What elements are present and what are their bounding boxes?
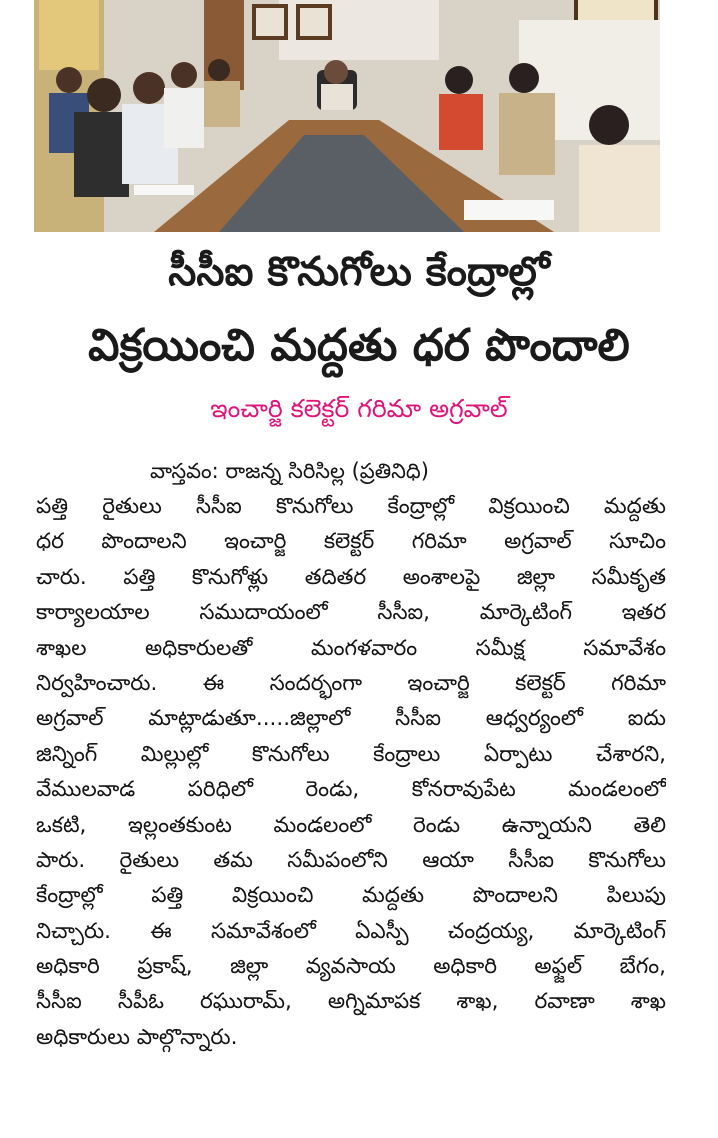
body-line: అగ్రవాల్ మాట్లాడుతూ.....జిల్లాలో సీసీఐ ఆధ్వర్యంలో ఐదు — [36, 706, 666, 732]
headline-line-2: విక్రయించి మద్దతు ధర పొందాలి — [88, 320, 630, 371]
body-line: కార్యాలయాల సముదాయంలో సీసీఐ, మార్కెటింగ్ ఇతర — [36, 600, 666, 626]
body-line: శాఖల అధికారులతో మంగళవారం సమీక్ష సమావేశం — [36, 635, 666, 661]
body-line: జిన్నింగ్ మిల్లుల్లో కొనుగోలు కేంద్రాలు ఏర్పాటు చేశారని, — [36, 741, 666, 767]
body-line: చారు. పత్తి కొనుగోళ్లు తదితర అంశాలపై జిల్లా సమీకృత — [36, 564, 666, 590]
dateline: వాస్తవం: రాజన్న సిరిసిల్ల (ప్రతినిధి) — [150, 459, 429, 483]
body-line: పారు. రైతులు తమ సమీపంలోని ఆయా సీసీఐ కొనుగోలు — [36, 847, 666, 873]
body-line: అధికారి ప్రకాష్, జిల్లా వ్యవసాయ అధికారి అఫ్జల్ బేగం, — [36, 954, 666, 980]
body-line: అధికారులు పాల్గొన్నారు. — [36, 1024, 238, 1050]
article-body — [36, 489, 666, 1055]
body-line: నిచ్చారు. ఈ సమావేశంలో ఏఎస్పీ చంద్రయ్య, మార్కెటింగ్ — [36, 918, 666, 944]
meeting-illustration — [34, 0, 660, 232]
headline-line-1: సీసీఐ కొనుగోలు కేంద్రాల్లో — [168, 249, 550, 295]
body-line: ధర పొందాలని ఇంచార్జి కలెక్టర్ గరిమా అగ్రవాల్ సూచిం — [36, 529, 666, 555]
body-line: ఒకటి, ఇల్లంతకుంట మండలంలో రెండు ఉన్నాయని తెలి — [36, 812, 666, 838]
body-line: సీసీఐ సీపీఓ రఘురామ్, అగ్నిమాపక శాఖ, రవాణా శాఖ — [36, 989, 666, 1015]
body-line: వేములవాడ పరిధిలో రెండు, కోనరావుపేట మండలంలో — [36, 777, 666, 803]
body-line: కేంద్రాల్లో పత్తి విక్రయించి మద్దతు పొందాలని పిలుపు — [36, 883, 666, 909]
body-line: పత్తి రైతులు సీసీఐ కొనుగోలు కేంద్రాల్లో విక్రయించి మద్దతు — [36, 494, 666, 519]
meeting-photo — [34, 0, 660, 232]
body-line: నిర్వహించారు. ఈ సందర్భంగా ఇంచార్జి కలెక్టర్ గరిమా — [36, 670, 666, 696]
subheadline: ఇంచార్జి కలెక్టర్ గరిమా అగ్రవాల్ — [210, 394, 508, 423]
